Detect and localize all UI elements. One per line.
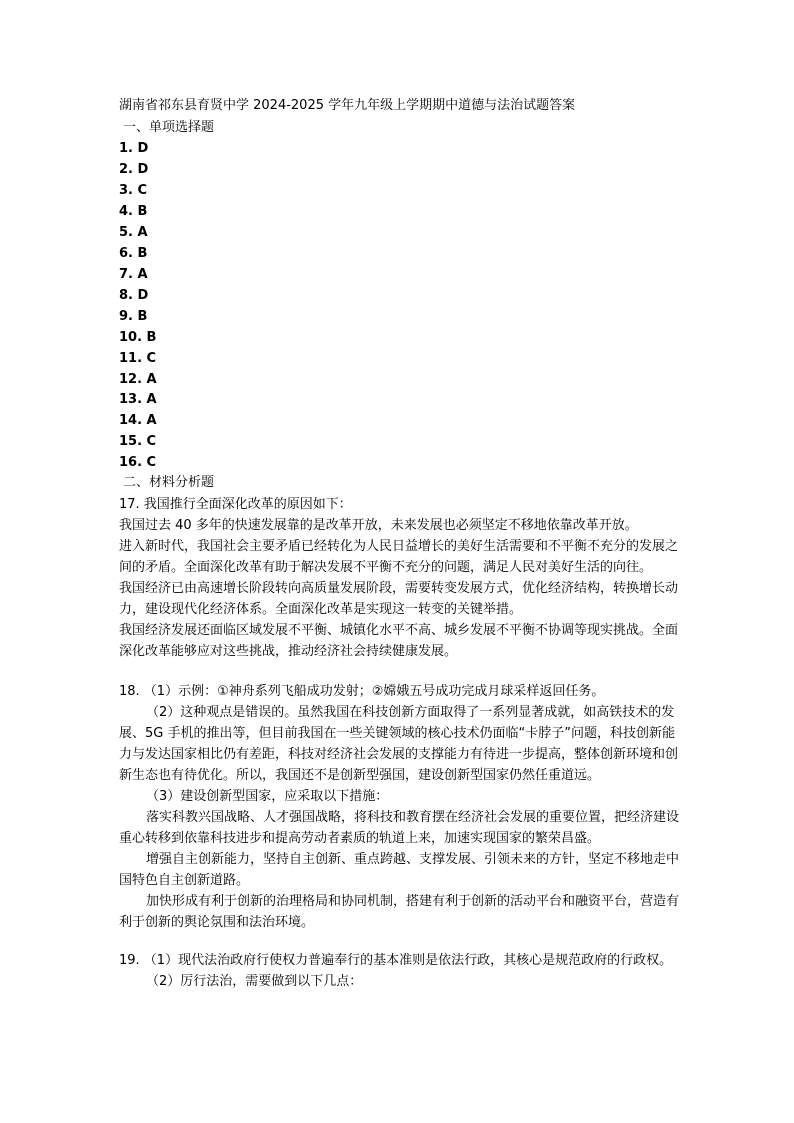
answer-item: 11. C <box>119 351 157 366</box>
answer-item: 14. A <box>119 413 157 428</box>
answer-item: 1. D <box>119 141 149 156</box>
q18-measure: 加快形成有利于创新的治理格局和协同机制，搭建有利于创新的活动平台和融资平台，营造有利于创新的舆论氛围和法治环境。 <box>119 894 680 930</box>
document-title: 湖南省祁东县育贤中学 2024-2025 学年九年级上学期期中道德与法治试题答案 <box>119 98 576 113</box>
answer-item: 5. A <box>119 225 148 240</box>
answer-item: 4. B <box>119 204 148 219</box>
answer-item: 8. D <box>119 288 149 303</box>
q17-heading: 17. 我国推行全面深化改革的原因如下： <box>119 497 352 512</box>
q18-measure: 落实科教兴国战略、人才强国战略，将科技和教育摆在经济社会发展的重要位置，把经济建设重心转移到依靠科技进步和提高劳动者素质的轨道上来，加速实现国家的繁荣昌盛。 <box>119 810 680 846</box>
question-18 <box>119 681 679 933</box>
answer-item: 3. C <box>119 183 148 198</box>
answer-item: 13. A <box>119 392 157 407</box>
q19-part2: （2）厉行法治，需要做到以下几点： <box>146 974 363 989</box>
answer-item: 6. B <box>119 246 148 261</box>
answer-item: 2. D <box>119 162 149 177</box>
q18-measure: 增强自主创新能力，坚持自主创新、重点跨越、支撑发展、引领未来的方针，坚定不移地走中国特色自主创新道路。 <box>119 852 680 888</box>
answer-item: 16. C <box>119 455 157 470</box>
q17-paragraph: 我国经济已由高速增长阶段转向高质量发展阶段，需要转变发展方式，优化经济结构，转换增长动力，建设现代化经济体系。全面深化改革是实现这一转变的关键举措。 <box>119 581 679 617</box>
answer-item: 10. B <box>119 330 157 345</box>
q18-part2: （2）这种观点是错误的。虽然我国在科技创新方面取得了一系列显著成就，如高铁技术的发展、5G 手机的推出等，但目前我国在一些关键领域的核心技术仍面临“卡脖子”问题，科技创新能力与发达国家相比仍有差距，科技对经济社会发展的支撑能力有待进一步提高，整体创新环境和创新生态也有待优化。所以，我国还不是创新型强国，建设创新型国家仍然任重道远。 <box>119 705 679 783</box>
section-heading-analysis: 二、材料分析题 <box>123 475 215 490</box>
question-19 <box>119 950 679 992</box>
q18-part3: （3）建设创新型国家，应采取以下措施： <box>146 789 389 804</box>
answer-item: 15. C <box>119 434 157 449</box>
q18-part1: 18. （1）示例：①神舟系列飞船成功发射；②嫦娥五号成功完成月球采样返回任务。 <box>119 684 605 699</box>
answer-item: 7. A <box>119 267 148 282</box>
q19-part1: 19. （1）现代法治政府行使权力普遍奉行的基本准则是依法行政，其核心是规范政府的行政权。 <box>119 953 673 968</box>
section-heading-choice: 一、单项选择题 <box>123 120 215 135</box>
answer-item: 9. B <box>119 309 148 324</box>
q17-paragraph: 我国经济发展还面临区域发展不平衡、城镇化水平不高、城乡发展不平衡不协调等现实挑战。全面深化改革能够应对这些挑战，推动经济社会持续健康发展。 <box>119 623 679 659</box>
q17-paragraph: 我国过去 40 多年的快速发展靠的是改革开放，未来发展也必须坚定不移地依靠改革开放。 <box>119 518 638 533</box>
question-17 <box>119 494 679 662</box>
answer-item: 12. A <box>119 372 157 387</box>
q17-paragraph: 进入新时代，我国社会主要矛盾已经转化为人民日益增长的美好生活需要和不平衡不充分的发展之间的矛盾。全面深化改革有助于解决发展不平衡不充分的问题，满足人民对美好生活的向往。 <box>119 539 679 575</box>
